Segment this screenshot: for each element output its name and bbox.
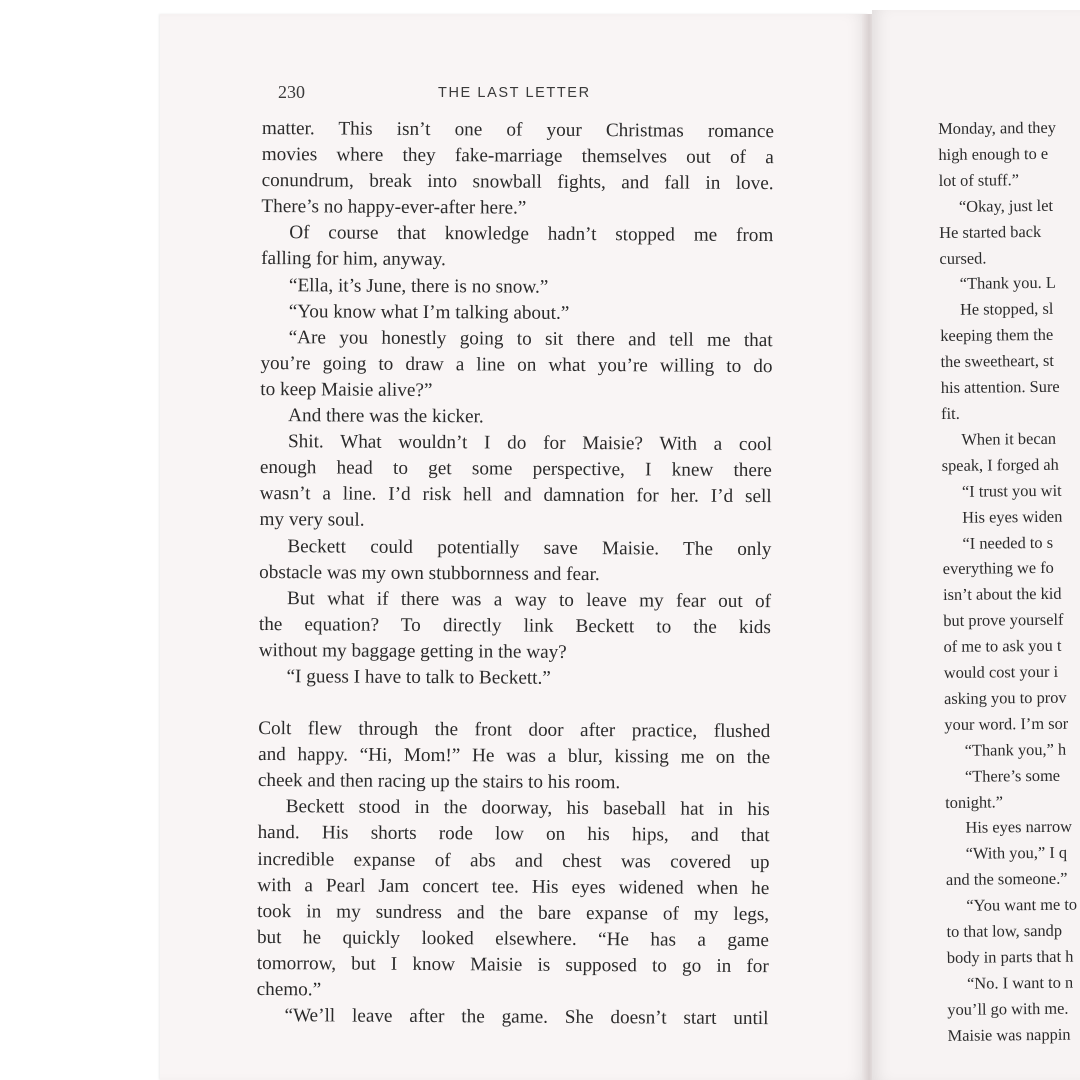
text-line: his attention. Sure xyxy=(940,376,1060,398)
text-line: His eyes widen xyxy=(962,506,1063,527)
text-line: and happy. “Hi, Mom!” He was a blur, kissing me on the xyxy=(258,744,771,769)
text-line: “No. I want to n xyxy=(966,972,1074,993)
text-line: “With you,” I q xyxy=(965,843,1068,864)
text-line: isn’t about the kid xyxy=(942,584,1062,605)
text-line: took in my sundress and the bare expanse of my legs, xyxy=(257,900,770,925)
text-line: There’s no happy-ever-after here.” xyxy=(261,196,527,219)
text-line: And there was the kicker. xyxy=(288,405,484,428)
text-line: “There’s some xyxy=(964,765,1061,786)
text-line: “Okay, just let xyxy=(958,195,1054,216)
text-line: movies where they fake-marriage themselves out of a xyxy=(261,144,774,169)
text-line: without my baggage getting in the way? xyxy=(258,639,567,663)
text-line: asking you to prov xyxy=(943,687,1067,708)
text-line: to keep Maisie alive?” xyxy=(260,378,433,401)
text-line: His eyes narrow xyxy=(965,817,1073,838)
text-line: But what if there was a way to leave my fear out of xyxy=(286,587,772,612)
text-line: He started back xyxy=(939,221,1042,242)
text-line: tomorrow, but I know Maisie is supposed to go in for xyxy=(256,952,769,978)
left-page-body xyxy=(256,116,774,1032)
text-line: enough head to get some perspective, I knew there xyxy=(259,457,772,482)
text-line: everything we fo xyxy=(942,558,1054,579)
text-line: the sweetheart, st xyxy=(940,350,1054,372)
text-line: hand. His shorts rode low on his hips, and that xyxy=(257,822,770,847)
text-line: wasn’t a line. I’d risk hell and damnation for her. I’d sell xyxy=(259,483,772,508)
right-page-body xyxy=(938,112,1080,1049)
text-line: matter. This isn’t one of your Christmas romance xyxy=(261,117,774,143)
text-line: with a Pearl Jam concert tee. His eyes widened when he xyxy=(257,874,770,899)
text-line: speak, I forged ah xyxy=(941,454,1059,475)
text-line: the equation? To directly link Beckett to the kids xyxy=(258,613,771,638)
text-line: “I guess I have to talk to Beckett.” xyxy=(286,666,551,689)
text-line: cheek and then racing up the stairs to his room. xyxy=(257,770,621,794)
text-line: Beckett stood in the doorway, his baseball hat in his xyxy=(285,796,770,821)
text-line: you’re going to draw a line on what you’re willing to do xyxy=(260,352,773,377)
text-line: “I trust you wit xyxy=(961,480,1062,501)
text-line: my very soul. xyxy=(259,509,365,532)
text-line: Of course that knowledge hadn’t stopped me from xyxy=(289,222,774,247)
text-line: falling for him, anyway. xyxy=(261,248,446,271)
text-line: lot of stuff.” xyxy=(938,169,1020,190)
text-line: Shit. What wouldn’t I do for Maisie? With a cool xyxy=(287,431,773,456)
page-number: 230 xyxy=(278,82,305,102)
text-line: chemo.” xyxy=(256,978,322,1001)
text-line: Beckett could potentially save Maisie. The only xyxy=(287,535,772,560)
text-line: Monday, and they xyxy=(938,117,1056,138)
text-line: incredible expanse of abs and chest was covered up xyxy=(257,848,770,873)
text-line: “Ella, it’s June, there is no snow.” xyxy=(288,274,549,298)
text-line: your word. I’m sor xyxy=(944,713,1069,734)
text-line: Maisie was nappin xyxy=(947,1024,1071,1045)
text-line: “You know what I’m talking about.” xyxy=(288,300,570,324)
section-break xyxy=(258,690,770,719)
text-line: would cost your i xyxy=(943,661,1059,683)
text-line: “Thank you,” h xyxy=(964,739,1067,760)
text-line: When it becan xyxy=(961,428,1057,449)
text-line: of me to ask you t xyxy=(943,635,1062,657)
text-line: you’ll go with me. xyxy=(947,998,1069,1019)
text-line: “I needed to s xyxy=(962,532,1054,553)
text-line: fit. xyxy=(941,403,960,423)
text-line: but he quickly looked elsewhere. “He has a game xyxy=(256,926,770,951)
text-line: keeping them the xyxy=(940,325,1054,346)
text-line: to that low, sandp xyxy=(946,920,1063,942)
text-line: cursed. xyxy=(939,248,987,268)
text-line: He stopped, sl xyxy=(959,299,1054,320)
text-line: “Thank you. L xyxy=(959,273,1056,294)
text-line: and the someone.” xyxy=(945,868,1068,890)
text-line: obstacle was my own stubbornness and fear. xyxy=(259,561,600,585)
text-line: high enough to e xyxy=(938,143,1049,164)
text-line: but prove yourself xyxy=(943,609,1064,631)
text-line: “Are you honestly going to sit there and tell me that xyxy=(288,326,773,351)
text-line: Colt flew through the front door after practice, flushed xyxy=(258,718,771,743)
text-line: tonight.” xyxy=(945,791,1004,812)
text-line: “We’ll leave after the game. She doesn’t start until xyxy=(284,1005,769,1030)
running-head: THE LAST LETTER xyxy=(438,85,591,101)
text-line: body in parts that h xyxy=(946,946,1074,967)
text-line: “You want me to xyxy=(966,894,1078,915)
text-line: conundrum, break into snowball fights, and fall in love. xyxy=(261,170,774,195)
